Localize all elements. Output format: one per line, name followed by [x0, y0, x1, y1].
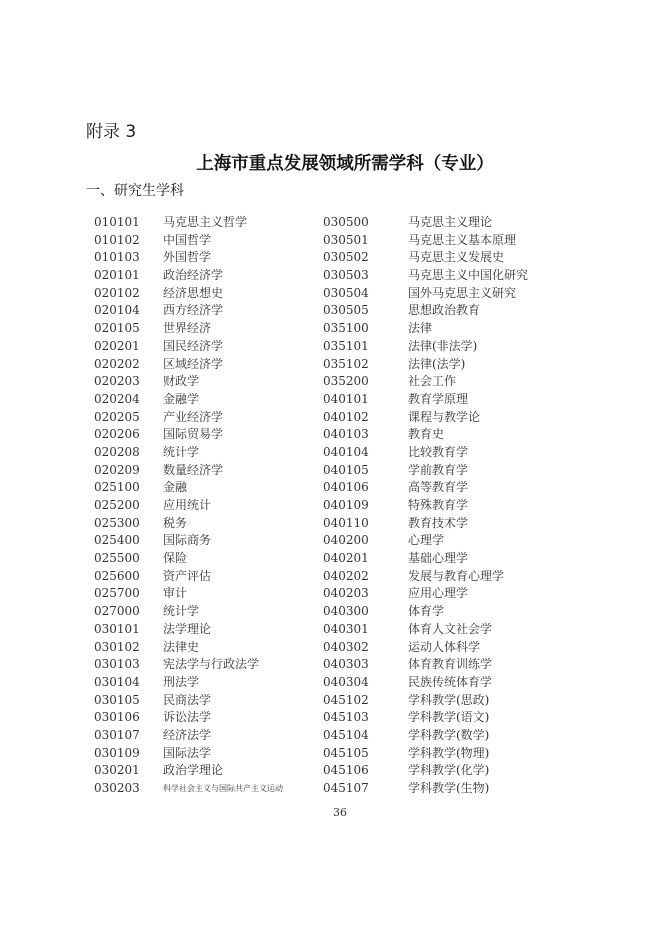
subject-code: 040102 — [323, 409, 369, 424]
subject-code: 030109 — [94, 745, 140, 760]
subject-name: 外国哲学 — [163, 250, 212, 265]
table-row — [94, 320, 564, 338]
table-row — [94, 462, 564, 480]
subject-name: 国民经济学 — [163, 338, 224, 353]
subject-code: 030106 — [94, 710, 140, 725]
table-row — [94, 267, 564, 285]
subject-code: 020104 — [94, 303, 140, 318]
subject-table — [94, 214, 564, 798]
subject-code: 040201 — [323, 551, 369, 566]
subject-code: 025500 — [94, 551, 140, 566]
subject-code: 045106 — [323, 763, 369, 778]
subject-name: 法学理论 — [163, 621, 212, 636]
appendix-label: 附录 3 — [86, 122, 137, 142]
subject-code: 020101 — [94, 268, 140, 283]
subject-name: 区域经济学 — [163, 356, 224, 371]
subject-name: 特殊教育学 — [408, 498, 469, 512]
subject-name: 宪法学与行政法学 — [163, 657, 260, 672]
subject-code: 040300 — [323, 604, 369, 619]
subject-name: 教育史 — [408, 427, 445, 442]
subject-code: 030501 — [323, 232, 369, 247]
subject-code: 040301 — [323, 621, 369, 636]
subject-name: 运动人体科学 — [408, 639, 481, 654]
subject-code: 025200 — [94, 498, 140, 512]
table-row — [94, 585, 564, 603]
subject-name: 体育学 — [408, 604, 445, 619]
subject-name: 民商法学 — [163, 692, 212, 707]
subject-name: 体育人文社会学 — [408, 621, 493, 636]
table-row — [94, 639, 564, 657]
subject-code: 030104 — [94, 674, 140, 689]
table-row — [94, 373, 564, 391]
subject-name: 思想政治教育 — [408, 303, 481, 318]
table-row — [94, 497, 564, 515]
subject-code: 040202 — [323, 568, 369, 583]
subject-code: 020102 — [94, 285, 140, 300]
subject-name: 财政学 — [163, 374, 200, 389]
subject-name: 数量经济学 — [163, 462, 224, 477]
table-row — [94, 214, 564, 232]
table-row — [94, 356, 564, 374]
subject-name: 国际贸易学 — [163, 427, 224, 442]
table-row — [94, 515, 564, 533]
table-row — [94, 550, 564, 568]
subject-name: 应用心理学 — [408, 586, 469, 601]
table-row — [94, 444, 564, 462]
subject-code: 030203 — [94, 781, 140, 795]
table-row — [94, 603, 564, 621]
table-row — [94, 727, 564, 745]
subject-name: 学前教育学 — [408, 462, 469, 477]
subject-name: 产业经济学 — [163, 409, 224, 424]
subject-name: 体育教育训练学 — [408, 657, 493, 672]
subject-name: 马克思主义发展史 — [408, 250, 505, 265]
subject-name: 国际商务 — [163, 533, 212, 548]
subject-code: 020206 — [94, 427, 140, 442]
subject-code: 045107 — [323, 781, 369, 795]
document-title: 上海市重点发展领域所需学科（专业） — [196, 154, 494, 174]
subject-code: 010102 — [94, 232, 140, 247]
table-row — [94, 568, 564, 586]
subject-name: 刑法学 — [163, 674, 200, 689]
subject-name: 教育学原理 — [408, 391, 469, 406]
subject-code: 030107 — [94, 727, 140, 742]
subject-name: 马克思主义哲学 — [163, 215, 248, 229]
subject-name: 民族传统体育学 — [408, 674, 493, 689]
subject-code: 010103 — [94, 250, 140, 265]
subject-code: 020204 — [94, 391, 140, 406]
subject-name: 经济法学 — [163, 727, 212, 742]
table-row — [94, 391, 564, 409]
table-row — [94, 426, 564, 444]
subject-name: 国际法学 — [163, 745, 212, 760]
subject-code: 030504 — [323, 285, 369, 300]
subject-name: 学科教学(数学) — [408, 727, 490, 742]
subject-name: 学科教学(化学) — [408, 763, 490, 778]
subject-name: 社会工作 — [408, 374, 457, 389]
subject-code: 020202 — [94, 356, 140, 371]
subject-name: 法律 — [408, 321, 433, 336]
subject-name: 应用统计 — [163, 498, 212, 512]
table-row — [94, 232, 564, 250]
subject-code: 020205 — [94, 409, 140, 424]
table-row — [94, 762, 564, 780]
subject-code: 027000 — [94, 604, 140, 619]
subject-code: 030105 — [94, 692, 140, 707]
subject-code: 045102 — [323, 692, 369, 707]
subject-code: 045103 — [323, 710, 369, 725]
subject-name: 西方经济学 — [163, 303, 224, 318]
subject-code: 040302 — [323, 639, 369, 654]
subject-code: 040109 — [323, 498, 369, 512]
subject-code: 025700 — [94, 586, 140, 601]
subject-name: 马克思主义基本原理 — [408, 232, 517, 247]
subject-name: 基础心理学 — [408, 551, 469, 566]
subject-name: 统计学 — [163, 604, 200, 619]
subject-name: 教育技术学 — [408, 515, 469, 530]
subject-name: 学科教学(物理) — [408, 745, 490, 760]
table-row — [94, 674, 564, 692]
table-row — [94, 621, 564, 639]
subject-code: 030201 — [94, 763, 140, 778]
subject-name: 学科教学(生物) — [408, 781, 490, 795]
table-row — [94, 780, 564, 798]
subject-name: 学科教学(语文) — [408, 710, 490, 725]
table-row — [94, 745, 564, 763]
subject-code: 045105 — [323, 745, 369, 760]
subject-name: 经济思想史 — [163, 285, 224, 300]
subject-name: 科学社会主义与国际共产主义运动 — [163, 784, 283, 793]
subject-code: 020209 — [94, 462, 140, 477]
table-row — [94, 656, 564, 674]
table-row — [94, 249, 564, 267]
subject-code: 040110 — [323, 515, 369, 530]
subject-name: 统计学 — [163, 444, 200, 459]
subject-name: 世界经济 — [163, 321, 212, 336]
subject-code: 040104 — [323, 444, 369, 459]
subject-name: 中国哲学 — [163, 232, 212, 247]
subject-code: 020105 — [94, 321, 140, 336]
subject-name: 资产评估 — [163, 568, 212, 583]
subject-code: 040200 — [323, 533, 369, 548]
subject-code: 030502 — [323, 250, 369, 265]
subject-name: 学科教学(思政) — [408, 692, 490, 707]
subject-name: 政治经济学 — [163, 268, 224, 283]
subject-name: 金融学 — [163, 391, 200, 406]
subject-code: 030505 — [323, 303, 369, 318]
table-row — [94, 692, 564, 710]
subject-name: 诉讼法学 — [163, 710, 212, 725]
table-row — [94, 532, 564, 550]
subject-code: 040103 — [323, 427, 369, 442]
subject-code: 030503 — [323, 268, 369, 283]
subject-code: 030102 — [94, 639, 140, 654]
subject-name: 马克思主义中国化研究 — [408, 268, 529, 283]
table-row — [94, 479, 564, 497]
page-number: 36 — [333, 806, 347, 819]
subject-name: 金融 — [163, 480, 188, 495]
subject-name: 发展与教育心理学 — [408, 568, 505, 583]
subject-code: 040203 — [323, 586, 369, 601]
table-row — [94, 338, 564, 356]
subject-code: 040304 — [323, 674, 369, 689]
subject-name: 马克思主义理论 — [408, 215, 493, 229]
subject-name: 比较教育学 — [408, 444, 469, 459]
subject-name: 保险 — [163, 551, 188, 566]
subject-code: 045104 — [323, 727, 369, 742]
subject-code: 040105 — [323, 462, 369, 477]
subject-name: 法律(非法学) — [408, 338, 478, 353]
subject-name: 政治学理论 — [163, 763, 224, 778]
subject-code: 040106 — [323, 480, 369, 495]
subject-name: 法律史 — [163, 639, 200, 654]
subject-name: 高等教育学 — [408, 480, 469, 495]
subject-code: 025100 — [94, 480, 140, 495]
subject-code: 020203 — [94, 374, 140, 389]
table-row — [94, 302, 564, 320]
subject-code: 040303 — [323, 657, 369, 672]
subject-name: 心理学 — [408, 533, 445, 548]
subject-code: 030500 — [323, 215, 369, 229]
subject-name: 法律(法学) — [408, 356, 466, 371]
subject-name: 国外马克思主义研究 — [408, 285, 517, 300]
subject-code: 020201 — [94, 338, 140, 353]
subject-code: 025400 — [94, 533, 140, 548]
subject-code: 035100 — [323, 321, 369, 336]
subject-code: 040101 — [323, 391, 369, 406]
subject-code: 010101 — [94, 215, 140, 229]
table-row — [94, 409, 564, 427]
subject-code: 025300 — [94, 515, 140, 530]
subject-code: 035200 — [323, 374, 369, 389]
subject-code: 030103 — [94, 657, 140, 672]
subject-name: 税务 — [163, 515, 188, 530]
subject-code: 030101 — [94, 621, 140, 636]
subject-code: 020208 — [94, 444, 140, 459]
subject-name: 课程与教学论 — [408, 409, 481, 424]
table-row — [94, 709, 564, 727]
subject-name: 审计 — [163, 586, 188, 601]
subject-code: 035102 — [323, 356, 369, 371]
subject-code: 025600 — [94, 568, 140, 583]
subject-code: 035101 — [323, 338, 369, 353]
table-row — [94, 285, 564, 303]
section-heading: 一、研究生学科 — [86, 183, 184, 199]
